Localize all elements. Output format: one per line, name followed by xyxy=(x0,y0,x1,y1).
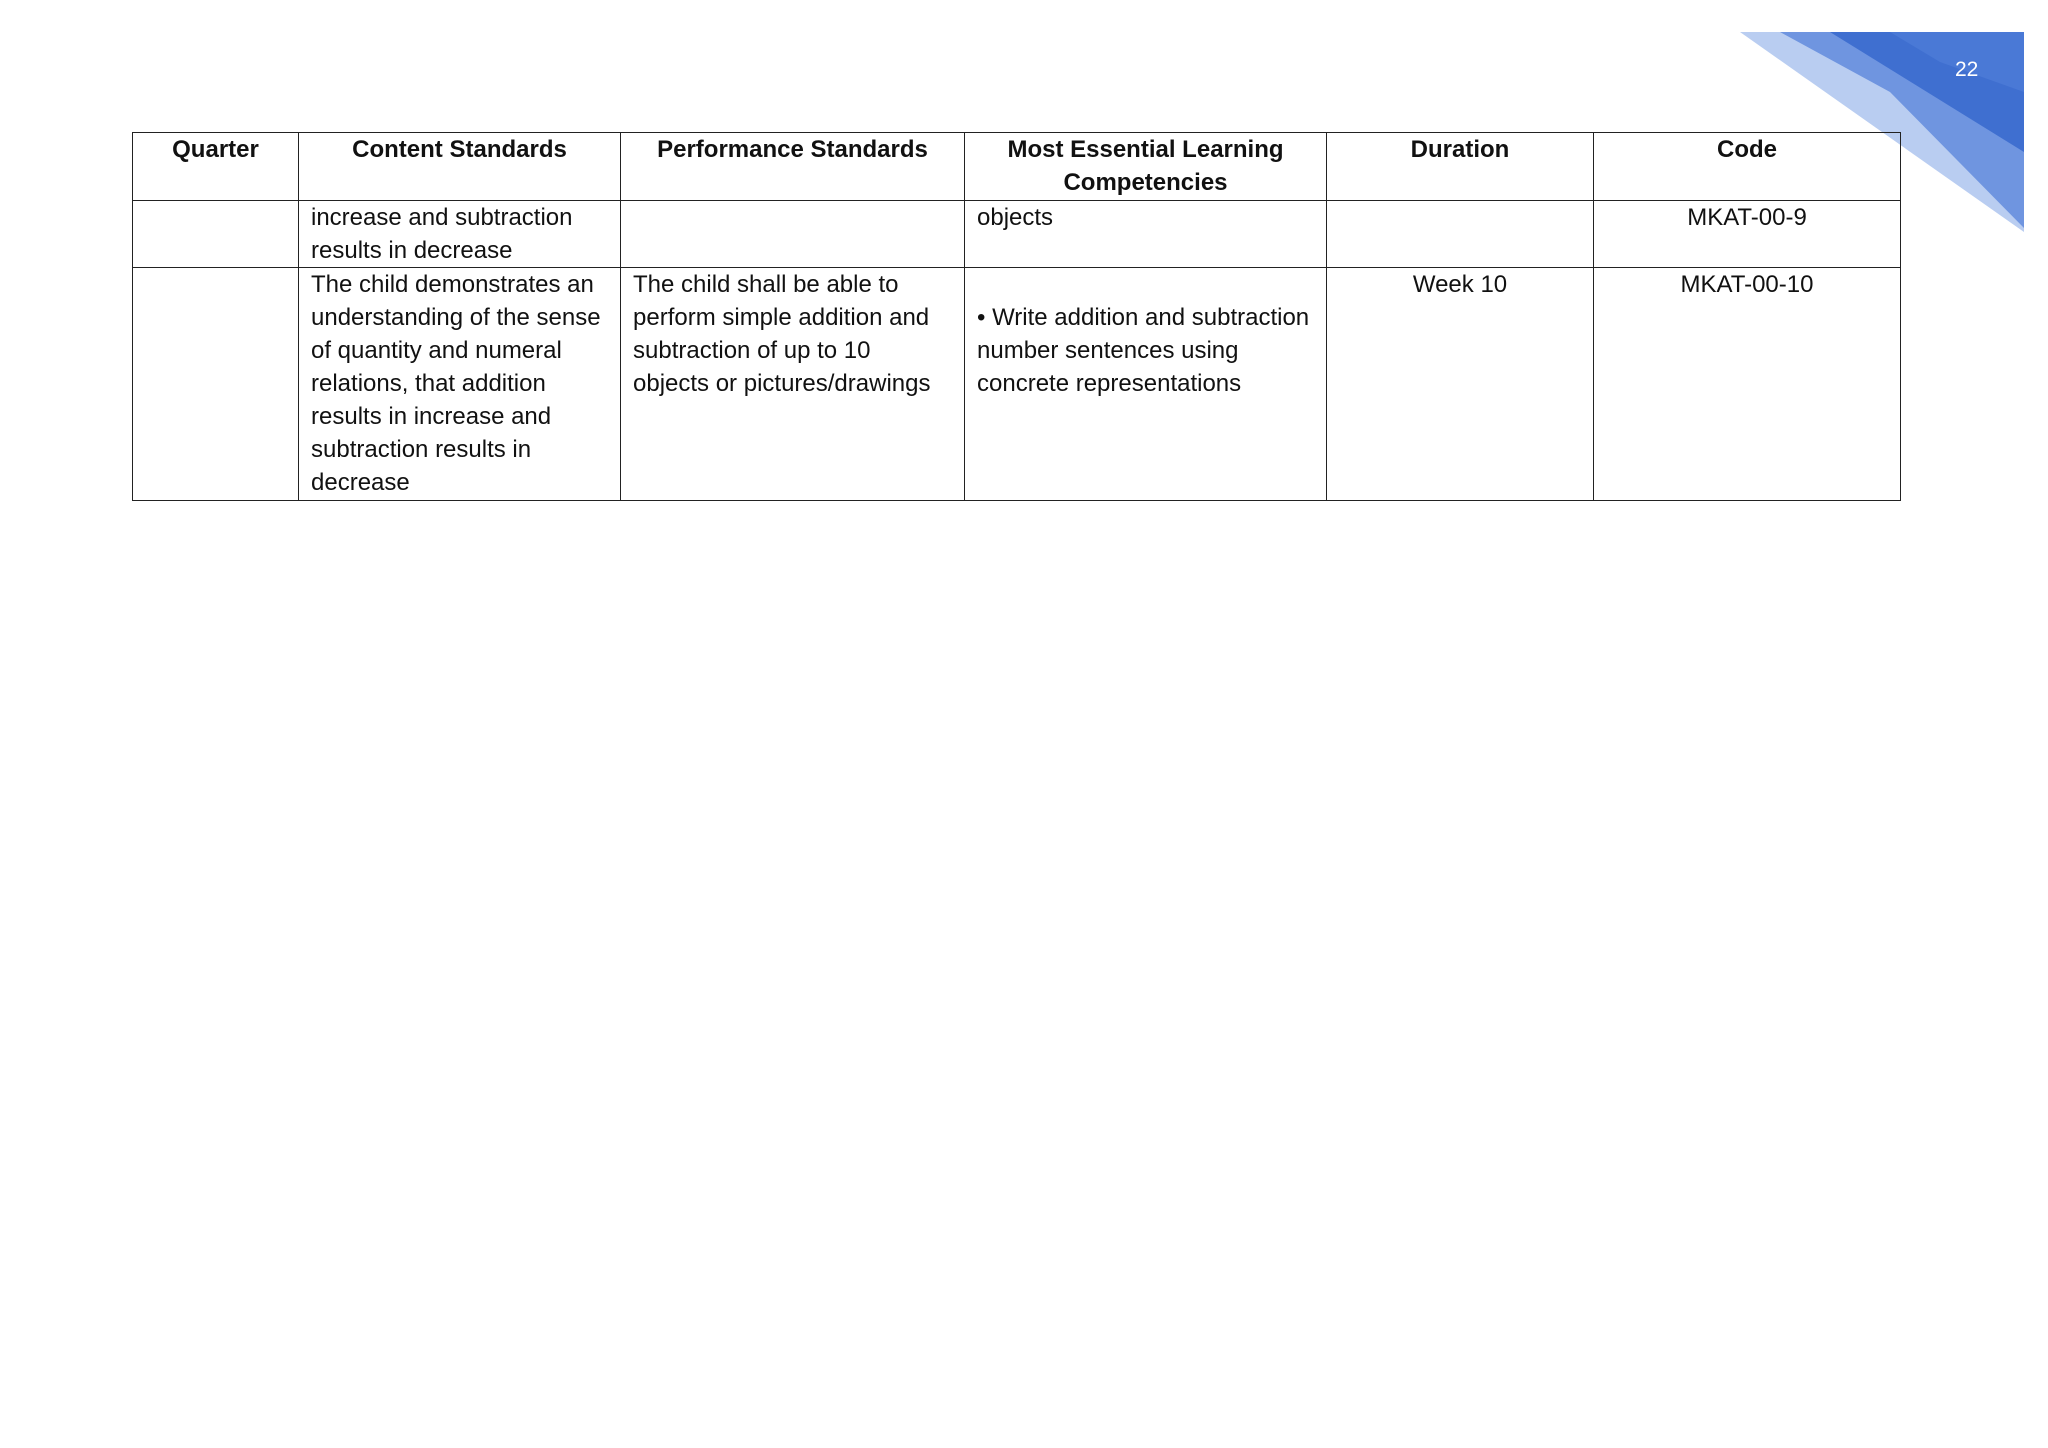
cell-code: MKAT-00-10 xyxy=(1594,268,1901,501)
cell-content-standards: increase and subtraction results in decrease xyxy=(299,201,621,268)
header-duration: Duration xyxy=(1327,133,1594,201)
header-melc: Most Essential Learning Competencies xyxy=(965,133,1327,201)
header-performance-standards: Performance Standards xyxy=(621,133,965,201)
cell-melc: objects xyxy=(965,201,1327,268)
cell-code: MKAT-00-9 xyxy=(1594,201,1901,268)
page-number: 22 xyxy=(1955,58,1979,81)
cell-melc xyxy=(965,268,1327,501)
cell-duration xyxy=(1327,201,1594,268)
cell-quarter xyxy=(133,201,299,268)
header-code: Code xyxy=(1594,133,1901,201)
cell-content-standards: The child demonstrates an understanding of the sense of quantity and numeral relations, that addition results in increase and subtraction results in decrease xyxy=(299,268,621,501)
cell-performance-standards xyxy=(621,201,965,268)
cell-quarter xyxy=(133,268,299,501)
header-quarter: Quarter xyxy=(133,133,299,201)
table-header-row xyxy=(133,133,1901,201)
melc-text: • Write addition and subtraction number sentences using concrete representations xyxy=(977,304,1310,397)
cell-duration: Week 10 xyxy=(1327,268,1594,501)
curriculum-table xyxy=(132,132,1901,501)
table-row xyxy=(133,268,1901,501)
header-content-standards: Content Standards xyxy=(299,133,621,201)
cell-performance-standards: The child shall be able to perform simple addition and subtraction of up to 10 objects or pictures/drawings xyxy=(621,268,965,501)
table-row xyxy=(133,201,1901,268)
melc-spacer xyxy=(977,268,1314,301)
